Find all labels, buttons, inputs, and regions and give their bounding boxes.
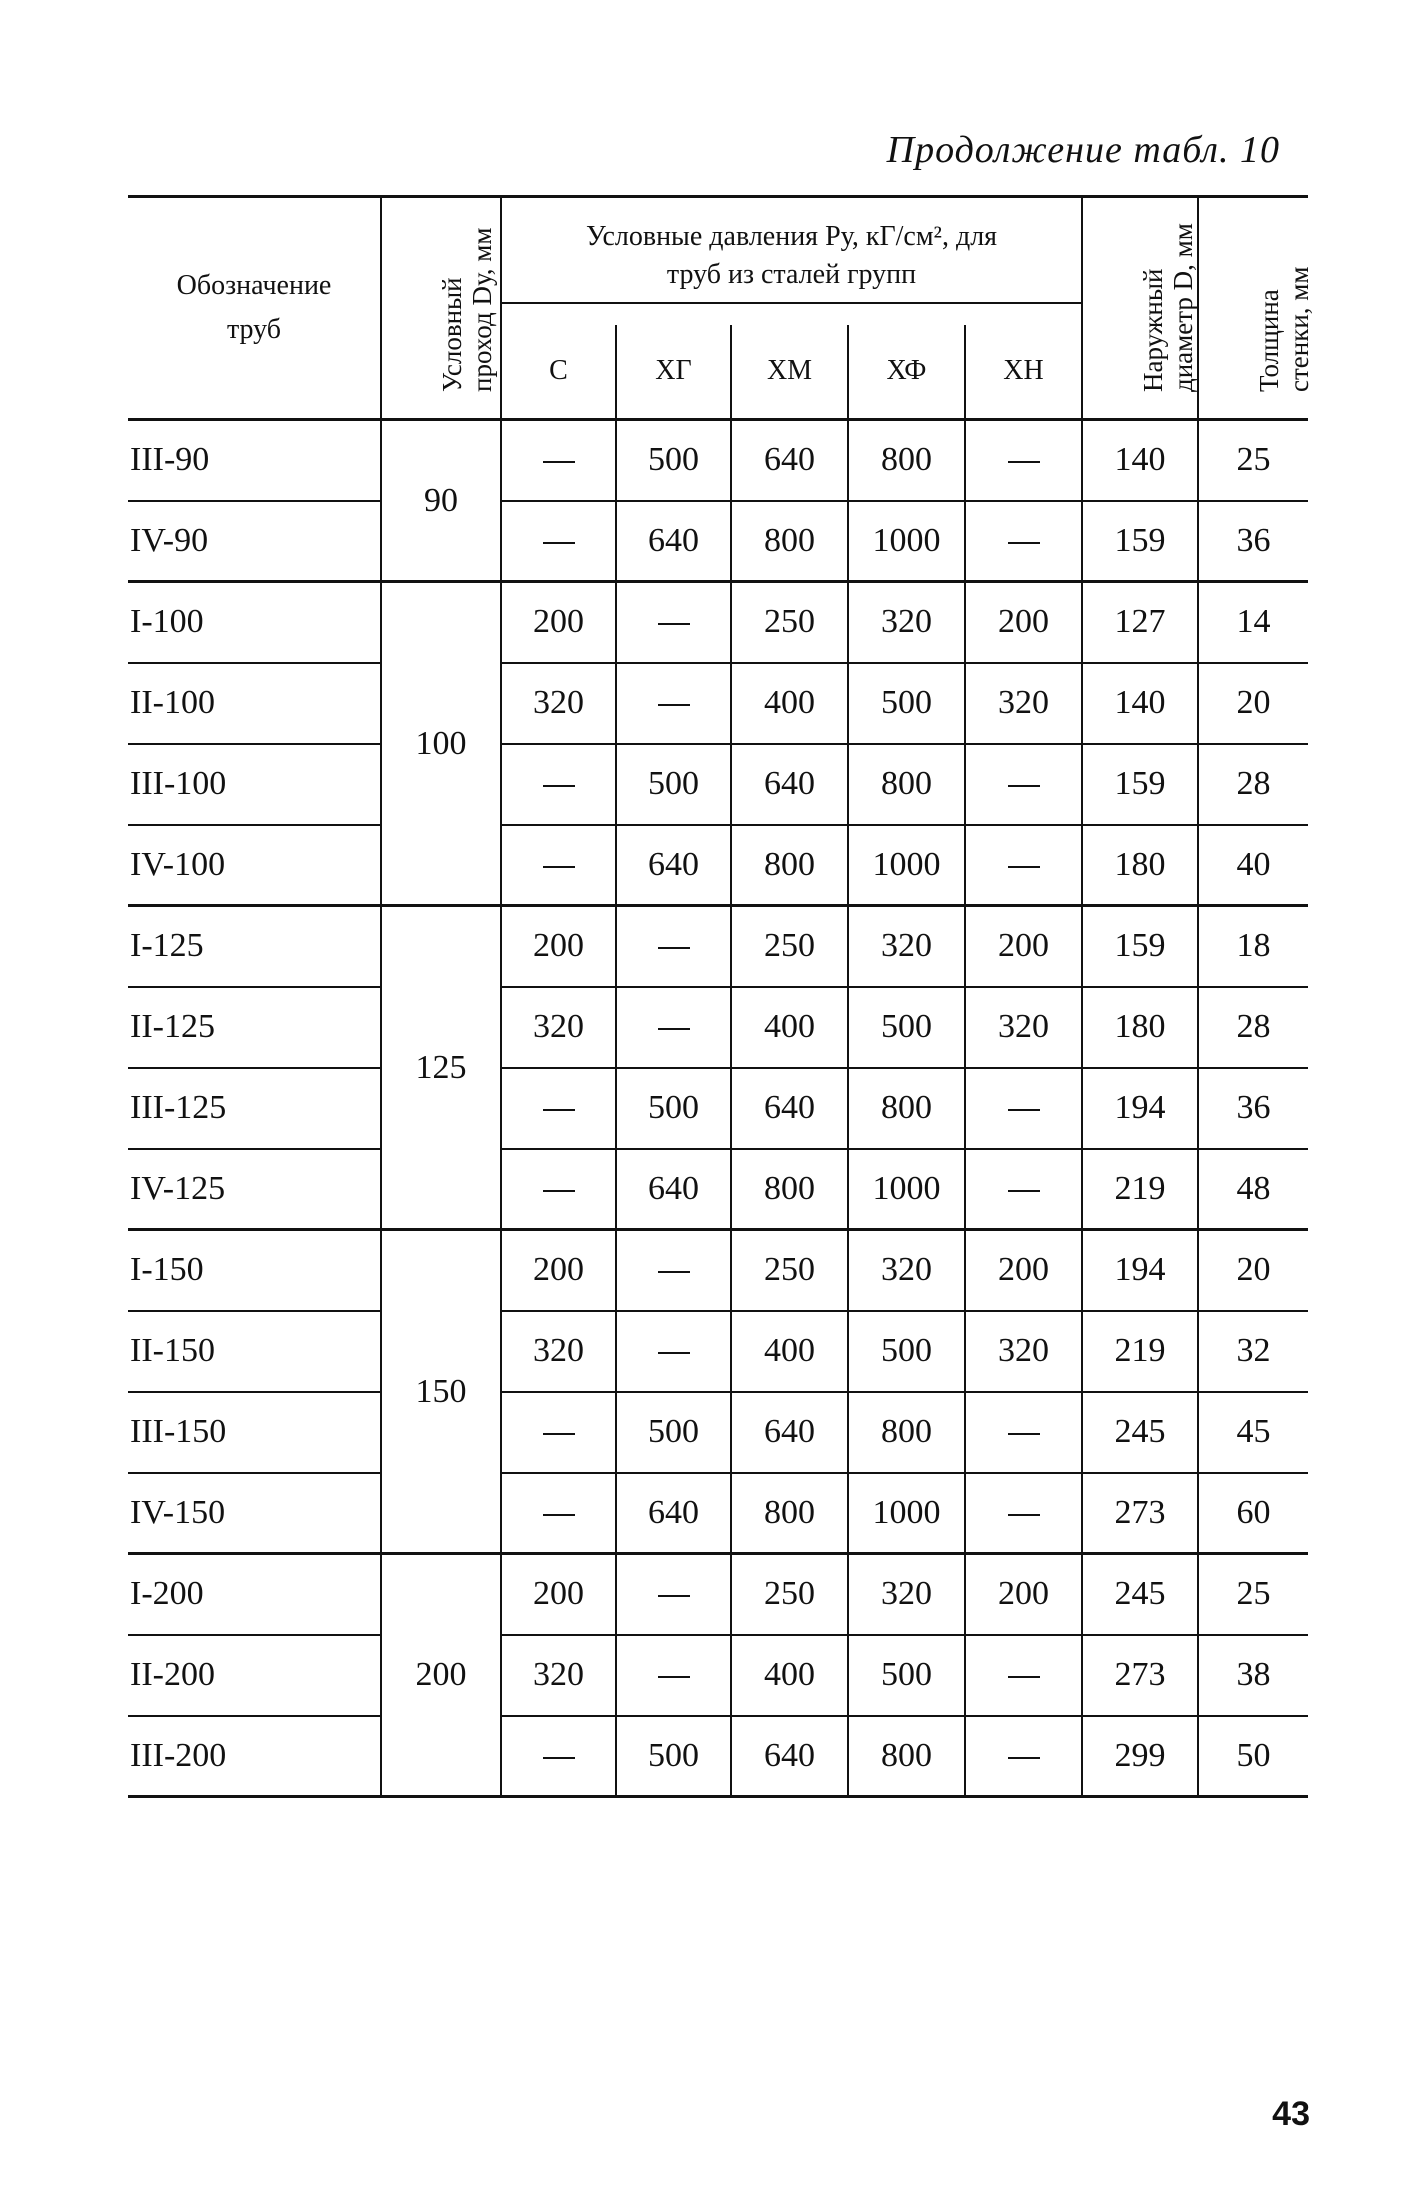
header-pressure-group: Условные давления Pу, кГ/см², для труб из сталей групп [501, 197, 1082, 325]
value-cell-xm: 800 [731, 1473, 848, 1554]
value-cell-xg: 640 [616, 501, 731, 582]
value-cell-c: 200 [501, 582, 616, 663]
value-cell-c: 200 [501, 1554, 616, 1635]
dash-cell [501, 825, 616, 906]
table-row [128, 501, 1308, 582]
table-row [128, 1392, 1308, 1473]
value-cell-xg: 500 [616, 1068, 731, 1149]
dash-cell [965, 1068, 1082, 1149]
dash-cell [616, 906, 731, 987]
value-cell-s: 36 [1198, 501, 1308, 582]
table-row [128, 825, 1308, 906]
value-cell-xm: 400 [731, 1311, 848, 1392]
value-cell-xm: 250 [731, 582, 848, 663]
value-cell-s: 45 [1198, 1392, 1308, 1473]
table-row [128, 1068, 1308, 1149]
dash-mark [1008, 866, 1040, 868]
dash-cell [965, 744, 1082, 825]
value-cell-xf: 800 [848, 1716, 965, 1797]
value-cell-d: 245 [1082, 1554, 1198, 1635]
dash-cell [501, 1716, 616, 1797]
value-cell-xm: 800 [731, 825, 848, 906]
value-cell-d: 194 [1082, 1068, 1198, 1149]
value-cell-c: 200 [501, 906, 616, 987]
value-cell-s: 28 [1198, 987, 1308, 1068]
nominal-bore-cell: 125 [381, 906, 501, 1230]
dash-mark [1008, 461, 1040, 463]
dash-cell [616, 582, 731, 663]
value-cell-s: 40 [1198, 825, 1308, 906]
value-cell-xm: 640 [731, 420, 848, 501]
value-cell-xn: 200 [965, 1230, 1082, 1311]
table-row [128, 420, 1308, 501]
dash-cell [616, 987, 731, 1068]
dash-mark [658, 947, 690, 949]
dash-cell [616, 1635, 731, 1716]
dash-mark [1008, 1190, 1040, 1192]
value-cell-s: 25 [1198, 1554, 1308, 1635]
table-row [128, 663, 1308, 744]
dash-mark [543, 866, 575, 868]
value-cell-d: 127 [1082, 582, 1198, 663]
value-cell-s: 18 [1198, 906, 1308, 987]
dash-mark [543, 1757, 575, 1759]
value-cell-xm: 400 [731, 1635, 848, 1716]
dash-mark [658, 704, 690, 706]
value-cell-xf: 800 [848, 1068, 965, 1149]
table-row [128, 744, 1308, 825]
dash-cell [616, 663, 731, 744]
dash-mark [1008, 1109, 1040, 1111]
value-cell-xg: 500 [616, 420, 731, 501]
table-row [128, 1311, 1308, 1392]
dash-cell [501, 1068, 616, 1149]
pipe-designation: IV-90 [130, 521, 209, 559]
table-row [128, 1716, 1308, 1797]
dash-cell [501, 420, 616, 501]
value-cell-s: 20 [1198, 1230, 1308, 1311]
dash-mark [658, 1352, 690, 1354]
dash-cell [965, 1635, 1082, 1716]
pipe-spec-table [128, 195, 1315, 1798]
value-cell-xf: 500 [848, 1311, 965, 1392]
dash-cell [616, 1554, 731, 1635]
dash-mark [543, 461, 575, 463]
value-cell-xf: 800 [848, 1392, 965, 1473]
pipe-designation: I-200 [128, 1554, 381, 1635]
dash-mark [543, 1109, 575, 1111]
value-cell-d: 194 [1082, 1230, 1198, 1311]
value-cell-s: 25 [1198, 420, 1308, 501]
pipe-designation: III-150 [128, 1392, 381, 1473]
value-cell-d: 140 [1082, 663, 1198, 744]
dash-cell [965, 825, 1082, 906]
value-cell-xm: 250 [731, 1230, 848, 1311]
dash-mark [1008, 1514, 1040, 1516]
value-cell-xm: 250 [731, 906, 848, 987]
pipe-designation: III-90 [128, 420, 381, 501]
header-designation: Обозначение труб [128, 197, 381, 420]
value-cell-c: 320 [501, 987, 616, 1068]
value-cell-xg: 500 [616, 1392, 731, 1473]
value-cell-d: 140 [1082, 420, 1198, 501]
value-cell-xf: 800 [848, 420, 965, 501]
value-cell-xm: 640 [731, 1392, 848, 1473]
dash-mark [658, 1676, 690, 1678]
value-cell-s: 36 [1198, 1068, 1308, 1149]
dash-cell [501, 1392, 616, 1473]
dash-mark [1008, 785, 1040, 787]
header-nominal-bore: Условный проход Dу, мм [381, 197, 501, 420]
dash-cell [501, 1149, 616, 1230]
dash-cell [965, 1473, 1082, 1554]
value-cell-xg: 640 [616, 1149, 731, 1230]
value-cell-xn: 320 [965, 663, 1082, 744]
header-steel-group: ХФ [848, 325, 965, 420]
value-cell-xf: 1000 [848, 501, 965, 582]
dash-mark [543, 1514, 575, 1516]
dash-cell [501, 501, 616, 582]
value-cell-d: 273 [1082, 1473, 1198, 1554]
value-cell-xm: 640 [731, 1716, 848, 1797]
value-cell-xf: 1000 [848, 1149, 965, 1230]
value-cell-xf: 500 [848, 1635, 965, 1716]
value-cell-xm: 640 [731, 1068, 848, 1149]
value-cell-xn: 200 [965, 1554, 1082, 1635]
pipe-designation: I-150 [128, 1230, 381, 1311]
pipe-designation: I-125 [128, 906, 381, 987]
pipe-designation: II-100 [128, 663, 381, 744]
pipe-designation: IV-100 [130, 845, 226, 883]
dash-cell [616, 1230, 731, 1311]
nominal-bore-cell: 150 [381, 1230, 501, 1554]
page-number: 43 [1272, 2095, 1310, 2133]
value-cell-c: 320 [501, 663, 616, 744]
value-cell-d: 180 [1082, 987, 1198, 1068]
dash-cell [965, 1716, 1082, 1797]
dash-cell [501, 1473, 616, 1554]
dash-mark [1008, 1757, 1040, 1759]
header-steel-group: ХГ [616, 325, 731, 420]
dash-mark [1008, 1433, 1040, 1435]
table-row [128, 1473, 1308, 1554]
dash-mark [543, 542, 575, 544]
dash-cell [965, 1392, 1082, 1473]
value-cell-d: 159 [1082, 744, 1198, 825]
value-cell-xf: 320 [848, 1230, 965, 1311]
dash-mark [658, 623, 690, 625]
value-cell-s: 60 [1198, 1473, 1308, 1554]
pipe-designation: III-125 [128, 1068, 381, 1149]
nominal-bore-cell: 200 [381, 1554, 501, 1797]
header-steel-group: ХМ [731, 325, 848, 420]
pipe-designation: II-150 [128, 1311, 381, 1392]
value-cell-xm: 640 [731, 744, 848, 825]
pipe-designation: II-200 [128, 1635, 381, 1716]
pipe-designation: III-100 [128, 744, 381, 825]
table-row [128, 1554, 1308, 1635]
value-cell-s: 48 [1198, 1149, 1308, 1230]
value-cell-d: 180 [1082, 825, 1198, 906]
value-cell-d: 299 [1082, 1716, 1198, 1797]
dash-cell [616, 1311, 731, 1392]
dash-mark [658, 1595, 690, 1597]
dash-cell [965, 420, 1082, 501]
value-cell-s: 38 [1198, 1635, 1308, 1716]
value-cell-d: 245 [1082, 1392, 1198, 1473]
value-cell-xf: 800 [848, 744, 965, 825]
dash-mark [658, 1028, 690, 1030]
value-cell-s: 50 [1198, 1716, 1308, 1797]
value-cell-xm: 800 [731, 501, 848, 582]
value-cell-xm: 800 [731, 1149, 848, 1230]
value-cell-xm: 400 [731, 663, 848, 744]
value-cell-s: 32 [1198, 1311, 1308, 1392]
dash-cell [965, 1149, 1082, 1230]
value-cell-c: 200 [501, 1230, 616, 1311]
header-steel-group: С [501, 325, 616, 420]
table-row [128, 1149, 1308, 1230]
value-cell-xn: 200 [965, 906, 1082, 987]
header-steel-group: ХН [965, 325, 1082, 420]
table-row [128, 1230, 1308, 1311]
value-cell-xg: 640 [616, 1473, 731, 1554]
value-cell-xn: 200 [965, 582, 1082, 663]
header-wall-thickness: Толщина стенки, мм [1198, 197, 1308, 420]
value-cell-s: 28 [1198, 744, 1308, 825]
dash-cell [501, 744, 616, 825]
header-outer-diameter: Наружный диаметр D, мм [1082, 197, 1198, 420]
value-cell-xm: 250 [731, 1554, 848, 1635]
value-cell-d: 159 [1082, 906, 1198, 987]
value-cell-xg: 640 [616, 825, 731, 906]
value-cell-xf: 320 [848, 906, 965, 987]
value-cell-xn: 320 [965, 987, 1082, 1068]
value-cell-xg: 500 [616, 1716, 731, 1797]
value-cell-xf: 500 [848, 663, 965, 744]
pipe-designation: I-100 [128, 582, 381, 663]
value-cell-c: 320 [501, 1311, 616, 1392]
table-caption: Продолжение табл. 10 [886, 129, 1280, 171]
value-cell-s: 14 [1198, 582, 1308, 663]
nominal-bore-cell: 100 [381, 582, 501, 906]
value-cell-xn: 320 [965, 1311, 1082, 1392]
dash-mark [543, 1433, 575, 1435]
table-row [128, 1635, 1308, 1716]
nominal-bore-cell: 90 [381, 420, 501, 582]
value-cell-xf: 320 [848, 582, 965, 663]
table-row [128, 987, 1308, 1068]
dash-mark [658, 1271, 690, 1273]
value-cell-xg: 500 [616, 744, 731, 825]
value-cell-d: 219 [1082, 1149, 1198, 1230]
value-cell-xf: 500 [848, 987, 965, 1068]
table-row [128, 906, 1308, 987]
value-cell-c: 320 [501, 1635, 616, 1716]
pipe-designation: IV-150 [130, 1493, 226, 1531]
value-cell-d: 159 [1082, 501, 1198, 582]
pipe-designation: II-125 [128, 987, 381, 1068]
dash-mark [543, 785, 575, 787]
dash-cell [965, 501, 1082, 582]
value-cell-s: 20 [1198, 663, 1308, 744]
table-row [128, 582, 1308, 663]
value-cell-d: 219 [1082, 1311, 1198, 1392]
pipe-designation: III-200 [128, 1716, 381, 1797]
value-cell-d: 273 [1082, 1635, 1198, 1716]
dash-mark [1008, 542, 1040, 544]
value-cell-xf: 320 [848, 1554, 965, 1635]
value-cell-xf: 1000 [848, 825, 965, 906]
pipe-designation: IV-125 [130, 1169, 226, 1207]
dash-mark [1008, 1676, 1040, 1678]
value-cell-xf: 1000 [848, 1473, 965, 1554]
dash-mark [543, 1190, 575, 1192]
value-cell-xm: 400 [731, 987, 848, 1068]
